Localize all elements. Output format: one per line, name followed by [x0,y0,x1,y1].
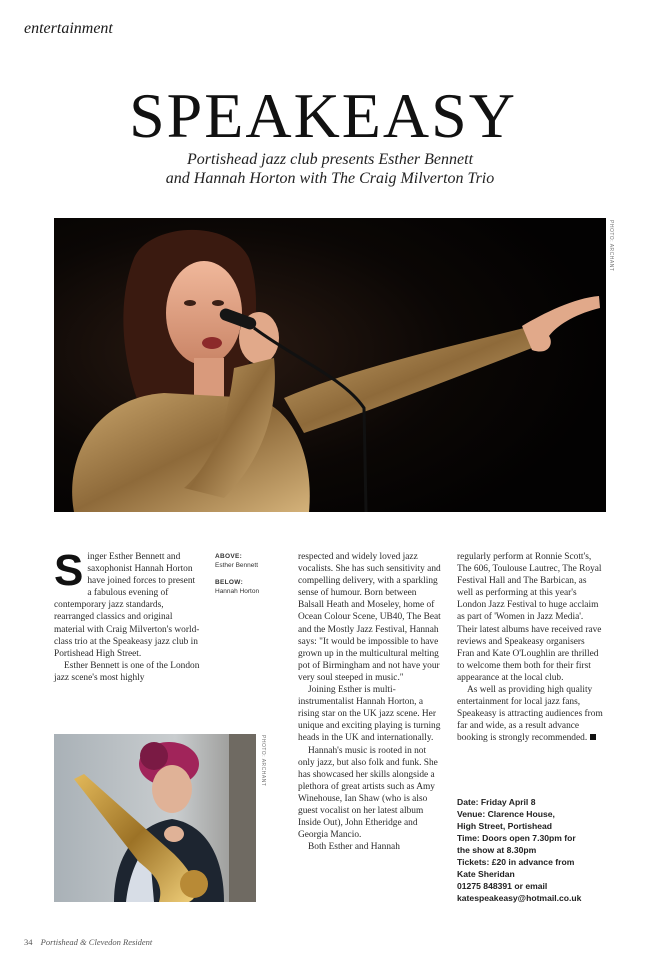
event-venue-line-1: Venue: Clarence House, [457,809,555,819]
end-of-article-mark [590,734,596,740]
col2-paragraph-3: Hannah's music is rooted in not only jazz, but also folk and funk. She has showcased her skills alongside a plethora of great artists such as Amy Winehouse, Ian Shaw (who is also guest vocalist on her latest album Inside Out), John Etheridge and Georgia Mancio. [298,745,438,841]
main-photo-credit: PHOTO: ARCHANT [608,220,614,272]
col2-paragraph-2: Joining Esther is multi-instrumentalist Hannah Horton, a rising star on the UK jazz scene. Her unique and exciting playing is turning heads in the UK and internationally. [298,685,441,744]
event-time-line-1: Time: Doors open 7.30pm for [457,833,576,843]
photo-captions [215,552,285,596]
section-label: entertainment [24,20,113,37]
article-subtitle [80,150,580,188]
event-email: katespeakeasy@hotmail.co.uk [457,893,582,903]
col3-paragraph-2: As well as providing high quality entertainment for local jazz fans, Speakeasy is attracting audiences from far and wide, as a result advance booking is strongly recommended. [457,685,603,744]
col2-paragraph-1: respected and widely loved jazz vocalists. She has such sensitivity and compelling delivery, with a sparkling sense of humour. Born between Balsall Heath and Moseley, home of Ocean Colour Scene, UB40, The Beat and the Mostly Jazz Festival, Hannah says: "It would be impossible to have grown up in the multicultural melting pot of Birmingham and not have your very soul steeped in music." [298,552,441,683]
caption-above-name: Esther Bennett [215,562,258,569]
caption-below-heading: BELOW: [215,579,244,586]
event-date: Date: Friday April 8 [457,797,536,807]
caption-below-name: Hannah Horton [215,588,260,595]
article-title: SPEAKEASY [129,80,517,151]
event-time-line-2: the show at 8.30pm [457,845,537,855]
main-photo-esther-bennett [54,218,606,512]
col3-paragraph-1: regularly perform at Ronnie Scott's, The 606, Toulouse Lautrec, The Royal Festival Hall and The Barbican, as well as performing at this year's London Jazz Festival to huge acclaim as part of 'Women in Jazz Media'. Their latest albums have received rave reviews and Speakeasy organisers Fran and Kate O'Loughlin are thrilled to welcome them both for their first appearance at the local club. [457,552,602,683]
body-column-2 [298,551,444,853]
page-number: 34 [24,937,33,947]
event-venue-line-2: High Street, Portishead [457,821,553,831]
body-column-1 [54,546,200,684]
body-column-3 [457,551,603,745]
subtitle-line-1: Portishead jazz club presents Esther Bennett [186,151,474,168]
col1-paragraph-1: inger Esther Bennett and saxophonist Hannah Horton have joined forces to present a fabulous evening of contemporary jazz standards, rearranged classics and original material with Craig Milverton's world-class trio at the Speakeasy jazz club in Portishead High Street. [54,552,200,659]
page-footer [24,937,152,947]
event-tickets-line-1: Tickets: £20 in advance from [457,857,575,867]
col1-paragraph-2: Esther Bennett is one of the London jazz scene's most highly [54,660,200,683]
event-contact-line-1: 01275 848391 or email [457,881,548,891]
event-info [457,796,617,904]
inset-photo-credit: PHOTO: ARCHANT [260,735,266,787]
col2-paragraph-4: Both Esther and Hannah [308,842,400,853]
drop-cap: S [54,546,84,595]
caption-above-heading: ABOVE: [215,553,243,560]
event-tickets-line-2: Kate Sheridan [457,869,515,879]
inset-photo-hannah-horton [54,734,256,902]
subtitle-line-2: and Hannah Horton with The Craig Milverton Trio [165,170,495,187]
publication-name: Portishead & Clevedon Resident [40,937,153,947]
